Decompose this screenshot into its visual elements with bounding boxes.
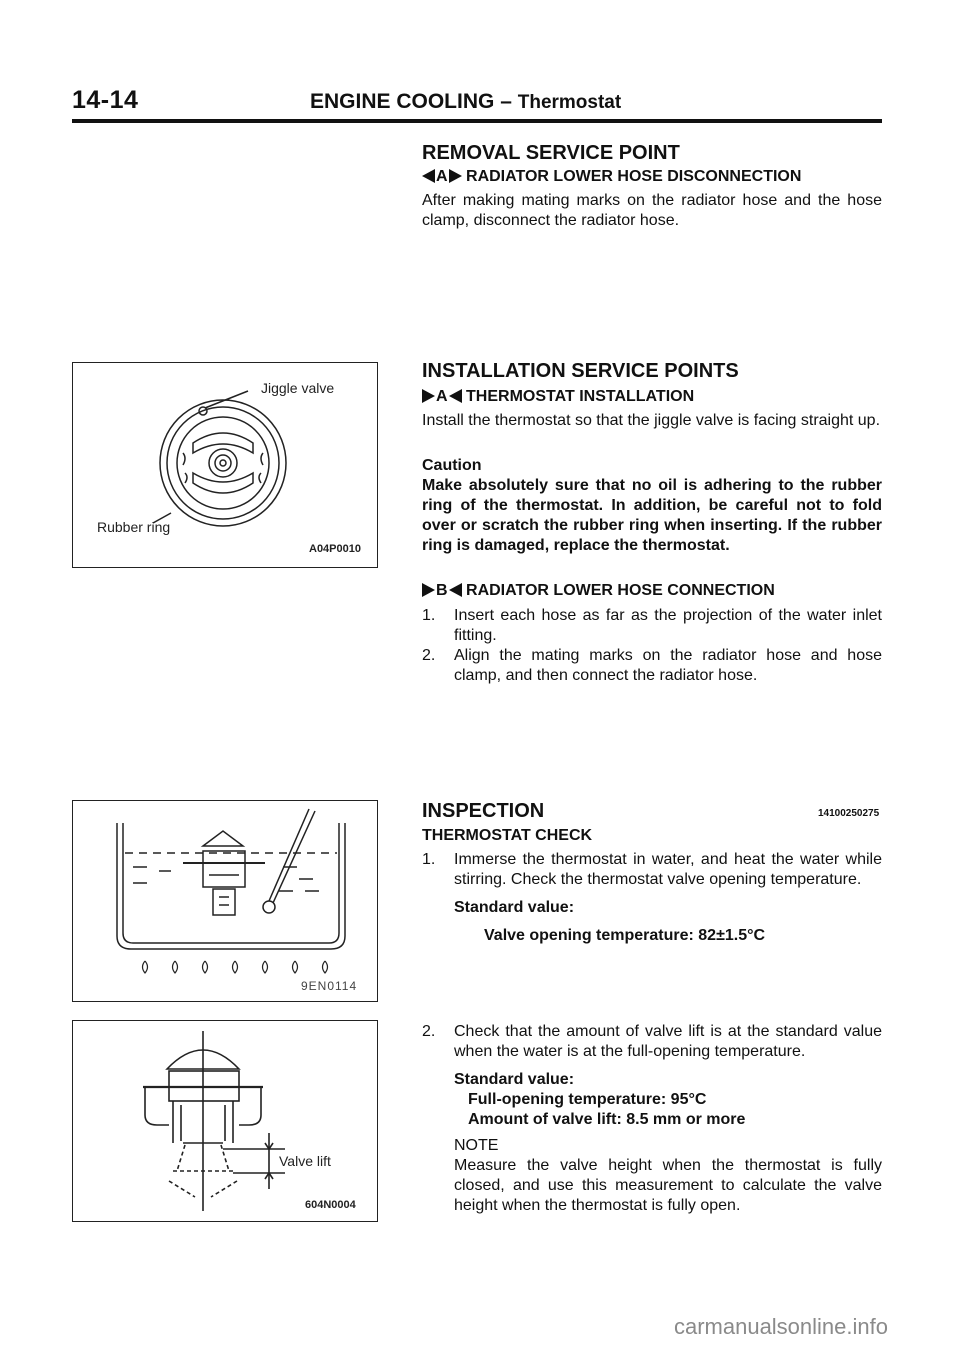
caution-title: Caution	[422, 457, 482, 474]
removal-step-heading	[422, 168, 801, 186]
figure-water-test	[72, 800, 378, 1002]
subsection-name: Thermostat	[517, 92, 622, 113]
installation-step-a-heading	[422, 388, 694, 406]
watermark: carmanualsonline.info	[673, 1314, 888, 1339]
water-heating-illustration	[73, 801, 377, 1001]
figure-code: A04P0010	[309, 543, 361, 555]
label-rubber-ring: Rubber ring	[97, 519, 171, 535]
list-number: 2.	[422, 647, 436, 664]
figure-thermostat-top	[72, 362, 378, 568]
note-text: Measure the valve height when the thermostat is fully closed, and use this measurement to calculate the valve height when the thermostat is fully open.	[454, 1157, 882, 1214]
inspection-item-1	[422, 850, 882, 946]
list-number: 2.	[422, 1023, 436, 1040]
removal-text: After making mating marks on the radiator hose and the hose clamp, disconnect the radiator hose.	[422, 192, 882, 229]
section-name: ENGINE COOLING	[310, 90, 495, 113]
reference-code: 14100250275	[818, 808, 880, 819]
list-item	[422, 606, 882, 646]
step-title: RADIATOR LOWER HOSE CONNECTION	[466, 582, 775, 599]
list-number: 1.	[422, 851, 436, 868]
step-letter: A	[436, 168, 448, 185]
standard-value-full-opening: Full-opening temperature: 95°C	[468, 1091, 707, 1108]
list-item	[422, 1022, 882, 1216]
list-text: Align the mating marks on the radiator hose and hose clamp, and then connect the radiator hose.	[454, 647, 882, 684]
page-number: 14-14	[72, 86, 139, 114]
figure-valve-lift	[72, 1020, 378, 1222]
arrow-left-icon	[449, 583, 462, 597]
section-title	[310, 90, 621, 114]
arrow-left-icon	[449, 389, 462, 403]
figure-code: 604N0004	[305, 1199, 356, 1211]
label-valve-lift: Valve lift	[279, 1153, 331, 1169]
installation-step-a-text: Install the thermostat so that the jiggle valve is facing straight up.	[422, 412, 881, 429]
step-letter: B	[436, 582, 448, 599]
section-dash: –	[500, 90, 512, 113]
step-letter: A	[436, 388, 448, 405]
caution-text: Make absolutely sure that no oil is adhering to the rubber ring of the thermostat. In addition, be careful not to fold over or scratch the rubber ring when inserting. If the rubber ring is damaged, replace the thermostat.	[422, 477, 882, 554]
installation-step-b-heading	[422, 582, 775, 600]
arrow-right-icon	[422, 583, 435, 597]
installation-title: INSTALLATION SERVICE POINTS	[422, 360, 739, 382]
standard-value-label: Standard value:	[454, 1071, 575, 1088]
list-text: Immerse the thermostat in water, and heat the water while stirring. Check the thermostat valve opening temperature.	[454, 851, 882, 888]
thermostat-check-title: THERMOSTAT CHECK	[422, 827, 593, 844]
list-number: 1.	[422, 607, 436, 624]
standard-value: Valve opening temperature: 82±1.5°C	[484, 927, 766, 944]
step-b-list	[422, 606, 882, 686]
list-text: Check that the amount of valve lift is at the standard value when the water is at the full-opening temperature.	[454, 1023, 882, 1060]
list-item	[422, 646, 882, 686]
inspection-item-2	[422, 1022, 882, 1216]
header-rule	[72, 119, 882, 123]
note-title: NOTE	[454, 1137, 499, 1154]
step-title: THERMOSTAT INSTALLATION	[466, 388, 695, 405]
inspection-title: INSPECTION	[422, 800, 545, 822]
removal-title: REMOVAL SERVICE POINT	[422, 142, 680, 164]
valve-lift-illustration	[73, 1021, 377, 1221]
arrow-left-icon	[422, 169, 435, 183]
arrow-right-icon	[422, 389, 435, 403]
list-text: Insert each hose as far as the projection of the water inlet fitting.	[454, 607, 882, 644]
arrow-right-icon	[449, 169, 462, 183]
list-item	[422, 850, 882, 946]
figure-code: 9EN0114	[301, 979, 358, 993]
label-jiggle-valve: Jiggle valve	[261, 380, 335, 396]
step-title: RADIATOR LOWER HOSE DISCONNECTION	[466, 168, 802, 185]
standard-value-valve-lift: Amount of valve lift: 8.5 mm or more	[468, 1111, 746, 1128]
standard-value-label: Standard value:	[454, 899, 575, 916]
